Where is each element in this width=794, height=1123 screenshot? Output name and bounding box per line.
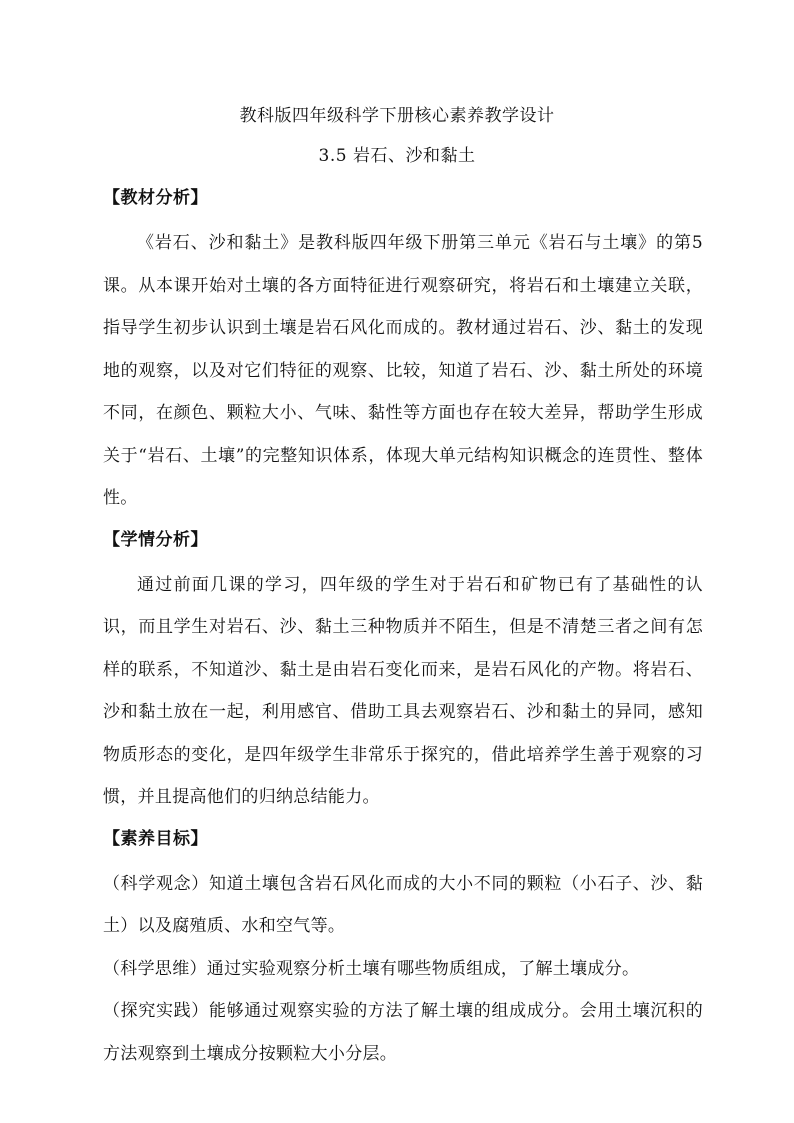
section-student-analysis [103,520,703,819]
section-textbook-analysis [103,178,703,520]
document-body [103,178,703,1075]
lesson-title: 3.5 岩石、沙和黏土 [318,146,476,166]
goal-item: （科学思维）通过实验观察分析土壤有哪些物质组成，了解土壤成分。 [103,958,640,979]
section-paragraph: 通过前面几课的学习，四年级的学生对于岩石和矿物已有了基础性的认识，而且学生对岩石、沙、黏土三种物质并不陌生，但是不清楚三者之间有怎样的联系，不知道沙、黏土是由岩石变化而来，是岩石风化的产物。将岩石、沙和黏土放在一起，利用感官、借助工具去观察岩石、沙和黏土的异同，感知物质形态的变化，是四年级学生非常乐于探究的，借此培养学生善于观察的习惯，并且提高他们的归纳总结能力。 [103,574,703,807]
section-literacy-goals [103,819,703,1076]
goal-item: （科学观念）知道土壤包含岩石风化而成的大小不同的颗粒（小石子、沙、黏土）以及腐殖质、水和空气等。 [103,873,703,936]
goal-item: （探究实践）能够通过观察实验的方法了解土壤的组成成分。会用土壤沉积的方法观察到土壤成分按颗粒大小分层。 [103,1001,703,1064]
section-heading: 【学情分析】 [103,529,208,550]
section-heading: 【教材分析】 [103,188,208,208]
section-paragraph: 《岩石、沙和黏土》是教科版四年级下册第三单元《岩石与土壤》的第5课。从本课开始对土壤的各方面特征进行观察研究，将岩石和土壤建立关联，指导学生初步认识到土壤是岩石风化而成的。教材通过岩石、沙、黏土的发现地的观察，以及对它们特征的观察、比较，知道了岩石、沙、黏土所处的环境不同，在颜色、颗粒大小、气味、黏性等方面也存在较大差异，帮助学生形成关于“岩石、土壤”的完整知识体系，体现大单元结构知识概念的连贯性、整体性。 [103,233,703,508]
document-title: 教科版四年级科学下册核心素养教学设计 [239,106,555,126]
section-heading: 【素养目标】 [103,828,208,849]
